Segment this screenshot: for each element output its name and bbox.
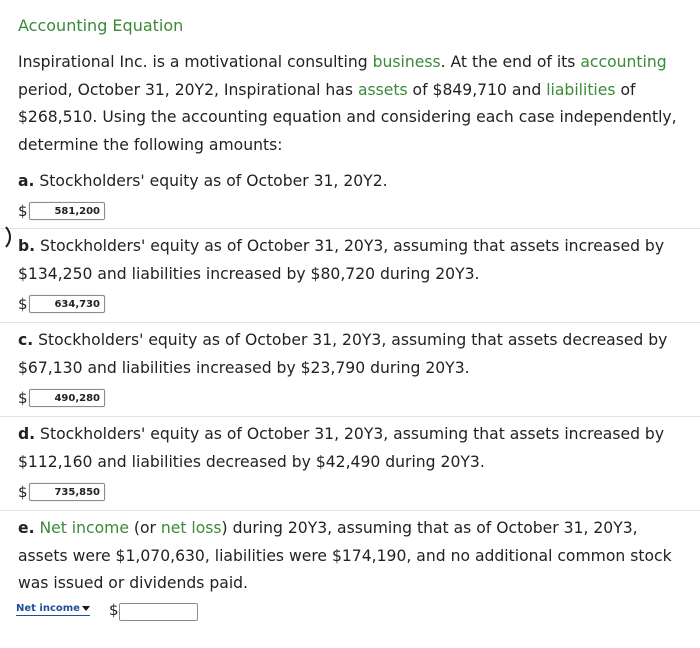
- part-b-answer-input[interactable]: 634,730: [29, 295, 105, 313]
- currency-symbol: $: [18, 202, 28, 220]
- net-income-link[interactable]: Net income: [39, 519, 129, 537]
- caret-down-icon: [82, 606, 90, 611]
- section-bracket-marker: [0, 222, 11, 252]
- part-c-letter: c.: [18, 331, 34, 349]
- divider: [0, 510, 700, 511]
- divider: [0, 228, 700, 229]
- net-loss-link[interactable]: net loss: [160, 519, 222, 537]
- part-b-question: b. Stockholders' equity as of October 31, 20Y3, assuming that assets increased by $134,250 and liabilities increased by $80,720 during 20Y3.: [18, 237, 665, 283]
- net-income-loss-dropdown[interactable]: [16, 603, 90, 616]
- part-e-letter: e.: [18, 519, 35, 537]
- accounting-period-link[interactable]: accounting: [580, 53, 667, 71]
- part-a-letter: a.: [18, 172, 35, 190]
- part-c-answer-input[interactable]: 490,280: [29, 389, 105, 407]
- part-a-answer-input[interactable]: 581,200: [29, 202, 105, 220]
- assets-link[interactable]: assets: [357, 80, 408, 99]
- part-d-question: d. Stockholders' equity as of October 31, 20Y3, assuming that assets increased by $112,160 and liabilities decreased by $42,490 during 20Y3.: [18, 425, 665, 471]
- problem-intro: Inspirational Inc. is a motivational consulting business. At the end of its accounting period, October 31, 20Y2, Inspirational has assets of $849,710 and liabilities of $268,510. Using the accounting equation and considering each case independently, determine the following amounts:: [18, 53, 677, 154]
- page-title: Accounting Equation: [18, 16, 184, 35]
- dropdown-label: Net income: [16, 603, 80, 614]
- business-link[interactable]: business: [372, 53, 441, 71]
- part-d-answer-input[interactable]: 735,850: [29, 483, 105, 501]
- currency-symbol: $: [18, 389, 28, 407]
- currency-symbol: $: [109, 601, 119, 619]
- divider: [0, 322, 700, 323]
- part-c-question: c. Stockholders' equity as of October 31, 20Y3, assuming that assets decreased by $67,130 and liabilities increased by $23,790 during 20Y3.: [18, 331, 668, 377]
- currency-symbol: $: [18, 483, 28, 501]
- part-e-question: e. Net income (or net loss) during 20Y3, assuming that as of October 31, 20Y3, assets were $1,070,630, liabilities were $174,190, and no additional common stock was issued or dividends paid.: [18, 519, 672, 592]
- liabilities-link[interactable]: liabilities: [546, 80, 616, 99]
- part-e-answer-input[interactable]: [119, 603, 198, 621]
- part-d-answer-row: [18, 482, 105, 502]
- part-b-letter: b.: [18, 237, 36, 255]
- part-a-question: a. Stockholders' equity as of October 31, 20Y2.: [18, 172, 388, 190]
- part-c-answer-row: [18, 388, 105, 408]
- part-b-answer-row: [18, 294, 105, 314]
- divider: [0, 416, 700, 417]
- currency-symbol: $: [18, 295, 28, 313]
- part-d-letter: d.: [18, 425, 36, 443]
- part-a-answer-row: [18, 201, 105, 221]
